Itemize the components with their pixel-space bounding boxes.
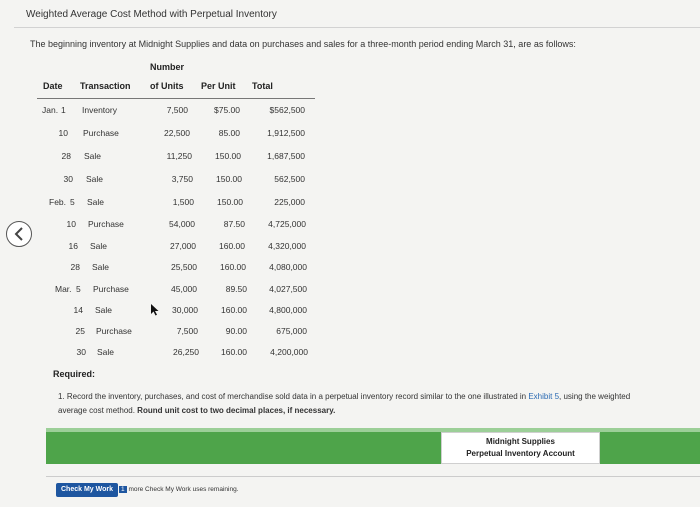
row-units: 30,000 — [172, 305, 198, 315]
row-total: 1,687,500 — [267, 151, 305, 161]
header-units-line2: of Units — [150, 81, 184, 91]
problem-intro: The beginning inventory at Midnight Supplies and data on purchases and sales for a three-month period ending March 31, are as follows: — [30, 39, 576, 49]
footer-divider — [46, 476, 700, 477]
row-units: 7,500 — [166, 105, 188, 115]
header-total: Total — [252, 81, 273, 91]
row-per-unit: 160.00 — [220, 262, 246, 272]
row-month: Feb. — [49, 197, 67, 207]
row-day: 25 — [75, 326, 85, 336]
row-units: 7,500 — [176, 326, 198, 336]
row-units: 27,000 — [170, 241, 196, 251]
row-units: 25,500 — [171, 262, 197, 272]
row-total: 562,500 — [274, 174, 305, 184]
row-day: 30 — [63, 174, 73, 184]
row-transaction: Sale — [87, 197, 105, 207]
row-transaction: Purchase — [83, 128, 119, 138]
row-day: 10 — [58, 128, 68, 138]
row-total: 4,027,500 — [269, 284, 307, 294]
remaining-count-badge: 1 — [121, 486, 125, 493]
row-units: 3,750 — [171, 174, 193, 184]
row-transaction: Sale — [95, 305, 113, 315]
required-heading: Required: — [53, 369, 96, 379]
row-total: $562,500 — [269, 105, 305, 115]
page-title: Weighted Average Cost Method with Perpetual Inventory — [26, 9, 277, 20]
back-button[interactable] — [6, 221, 32, 247]
row-total: 1,912,500 — [267, 128, 305, 138]
row-day: 28 — [61, 151, 71, 161]
instruction-text: 1. Record the inventory, purchases, and cost of merchandise sold data in a perpetual inventory record similar to the one illustrated in — [58, 392, 527, 401]
row-per-unit: 85.00 — [218, 128, 240, 138]
header-transaction: Transaction — [80, 81, 131, 91]
row-per-unit: 160.00 — [219, 241, 245, 251]
row-day: 10 — [66, 219, 76, 229]
row-units: 11,250 — [166, 151, 192, 161]
record-header-bar — [46, 432, 700, 464]
row-per-unit: 90.00 — [225, 326, 247, 336]
row-per-unit: 160.00 — [221, 305, 247, 315]
row-day: 30 — [76, 347, 86, 357]
row-units: 45,000 — [171, 284, 197, 294]
instruction-bold-note: Round unit cost to two decimal places, if necessary. — [137, 406, 336, 415]
row-units: 26,250 — [173, 347, 199, 357]
check-remaining-note — [119, 486, 239, 493]
row-day: 28 — [70, 262, 80, 272]
row-day: 14 — [73, 305, 83, 315]
row-total: 225,000 — [274, 197, 305, 207]
record-account-name: Perpetual Inventory Account — [466, 449, 575, 458]
row-day: 5 — [76, 284, 81, 294]
row-per-unit: 160.00 — [221, 347, 247, 357]
row-transaction: Sale — [90, 241, 108, 251]
row-units: 54,000 — [169, 219, 195, 229]
title-divider — [14, 27, 700, 28]
mouse-pointer-icon — [151, 304, 159, 316]
remaining-text: more Check My Work uses remaining. — [128, 486, 239, 493]
header-units-line1: Number — [150, 62, 185, 72]
row-month: Mar. — [55, 284, 72, 294]
row-total: 4,800,000 — [269, 305, 307, 315]
check-my-work-button[interactable]: Check My Work — [56, 483, 118, 497]
row-day: 16 — [68, 241, 78, 251]
row-transaction: Sale — [92, 262, 110, 272]
row-per-unit: $75.00 — [214, 105, 240, 115]
header-rule — [37, 98, 315, 99]
row-transaction: Sale — [97, 347, 115, 357]
row-total: 675,000 — [276, 326, 307, 336]
row-units: 22,500 — [164, 128, 190, 138]
chevron-left-icon — [13, 227, 25, 241]
row-day: 5 — [70, 197, 75, 207]
exhibit-link[interactable]: Exhibit 5 — [528, 392, 560, 401]
instruction-text-end: , using the weighted — [559, 392, 631, 401]
row-transaction: Inventory — [82, 105, 117, 115]
row-units: 1,500 — [172, 197, 194, 207]
row-total: 4,725,000 — [268, 219, 306, 229]
record-title-box — [441, 432, 600, 464]
row-per-unit: 150.00 — [215, 151, 241, 161]
row-transaction: Purchase — [88, 219, 124, 229]
row-transaction: Sale — [84, 151, 102, 161]
row-month: Jan. — [42, 105, 59, 115]
row-per-unit: 150.00 — [217, 197, 243, 207]
row-day: 1 — [61, 105, 66, 115]
header-date: Date — [43, 81, 63, 91]
record-company: Midnight Supplies — [486, 437, 555, 446]
row-transaction: Sale — [86, 174, 104, 184]
required-instruction — [58, 390, 700, 418]
row-transaction: Purchase — [96, 326, 132, 336]
row-total: 4,080,000 — [269, 262, 307, 272]
row-per-unit: 87.50 — [223, 219, 245, 229]
row-per-unit: 150.00 — [216, 174, 242, 184]
row-transaction: Purchase — [93, 284, 129, 294]
row-total: 4,200,000 — [270, 347, 308, 357]
instruction-text-line2: average cost method. — [58, 406, 135, 415]
row-total: 4,320,000 — [268, 241, 306, 251]
row-per-unit: 89.50 — [225, 284, 247, 294]
header-per-unit: Per Unit — [201, 81, 236, 91]
